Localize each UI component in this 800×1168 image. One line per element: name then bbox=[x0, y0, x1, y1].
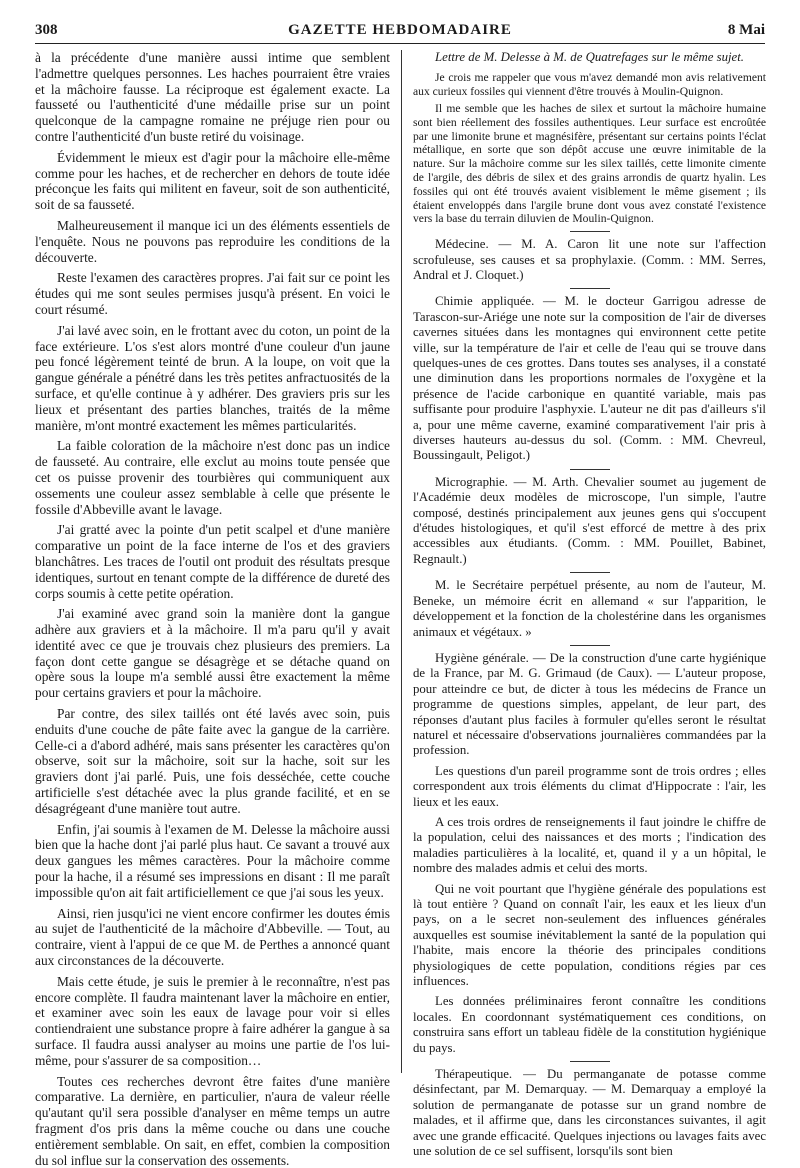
section-separator bbox=[570, 231, 610, 232]
paragraph: Malheureusement il manque ici un des éléments essentiels de l'enquête. Nous ne pouvons pas reproduire les conditions de la découverte. bbox=[35, 217, 390, 265]
left-column bbox=[35, 50, 390, 1168]
paragraph: Les données préliminaires feront connaître les conditions locales. En coordonnant systématiquement ces conditions, on construira sans effort un tableau fidèle de la constitution hygiénique du pays. bbox=[413, 994, 766, 1055]
page-header bbox=[35, 18, 765, 44]
letter-paragraph: Je crois me rappeler que vous m'avez demandé mon avis relativement aux curieux fossiles qui viennent d'être trouvés à Moulin-Quignon. bbox=[413, 71, 766, 99]
paragraph: Enfin, j'ai soumis à l'examen de M. Delesse la mâchoire aussi bien que la hache dont j'ai parlé plus haut. Ce savant a trouvé aux deux gangues les mêmes caractères. Pour la mâchoire comme pour la hache, il a résumé ses impressions en disant : Il me paraît impossible qu'on ait fait artificiellement ce que j'ai sous les yeux. bbox=[35, 821, 390, 900]
paragraph: Ainsi, rien jusqu'ici ne vient encore confirmer les doutes émis au sujet de l'authenticité de la mâchoire d'Abbeville. — Tout, au contraire, vient à l'appui de ce que M. de Perthes a annoncé quant aux circonstances de la découverte. bbox=[35, 905, 390, 969]
section-micrographie: Micrographie. — M. Arth. Chevalier soumet au jugement de l'Académie deux modèles de microscope, l'un simple, l'autre composé, destinés principalement aux jeunes gens qui s'occupent d'études histologiques, et qu'il s'est efforcé de mettre à des prix accessibles aux étudiants. (Comm. : MM. Pouillet, Babinet, Regnault.) bbox=[413, 474, 766, 566]
paragraph: Qui ne voit pourtant que l'hygiène générale des populations est là tout entière ? Quand on connaît l'air, les eaux et les lieux d'un pays, on a le secret non-seulement des influences générales auxquelles est soumise inévitablement la santé de la population qui l'habite, mais encore la théorie des principales conditions physiologiques de cette population, conditions régies par ces influences. bbox=[413, 881, 766, 989]
paragraph: Mais cette étude, je suis le premier à le reconnaître, n'est pas encore complète. Il faudra maintenant laver la mâchoire en entier, et examiner avec soin les eaux de lavage pour voir si elles contiendraient une substance propre à faire adhérer la gangue à sa surface. Il faudra aussi analyser au moins une partie de l'os lui-même, pour s'assurer de sa composition… bbox=[35, 973, 390, 1068]
right-column bbox=[413, 50, 766, 1159]
section-separator bbox=[570, 469, 610, 470]
section-separator bbox=[570, 288, 610, 289]
section-separator bbox=[570, 1061, 610, 1062]
paragraph: à la précédente d'une manière aussi intime que semblent l'admettre quelques personnes. Les haches pourraient être vraies et la mâchoire fausse. La réciproque est également exacte. La fausseté ou l'authenticité d'une médaille prise sur un point quelconque de la campagne romaine ne préjuge rien pour ou contre l'authenticité d'un buste retiré du voisinage. bbox=[35, 50, 390, 144]
paragraph: La faible coloration de la mâchoire n'est donc pas un indice de fausseté. Au contraire, elle exclut au moins toute pensée que cet os puisse provenir des tourbières qui communiquent aux ossements une couleur assez semblable à celle que présente le fossile d'Abbeville avant le lavage. bbox=[35, 438, 390, 517]
section-separator bbox=[570, 572, 610, 573]
section-separator bbox=[570, 645, 610, 646]
section-hygiene: Hygiène générale. — De la construction d'une carte hygiénique de la France, par M. G. Grimaud (de Caux). — L'auteur propose, pour atteindre ce but, de dicter à tous les médecins de France un programme de questions simples, appelant, de leur part, des réponses d'autant plus faciles à formuler qu'elles seront le résultat naturel et nécessaire d'observations journalières commandées par la profession. bbox=[413, 650, 766, 758]
letter-title: Lettre de M. Delesse à M. de Quatrefages sur le même sujet. bbox=[435, 50, 744, 64]
paragraph: Reste l'examen des caractères propres. J'ai fait sur ce point les études qui me sont seules permises jusqu'à présent. En voici le court résumé. bbox=[35, 270, 390, 317]
column-divider bbox=[401, 50, 402, 1073]
page-number: 308 bbox=[35, 22, 58, 38]
paragraph: Toutes ces recherches devront être faites d'une manière comparative. La dernière, en particulier, n'aura de valeur réelle qu'autant qu'il sera possible d'analyser en même temps un autre fragment d'os pris dans la même couche ou dans une couche entièrement semblable. On sait, en effet, combien la composition du sol influe sur la conservation des ossements. bbox=[35, 1073, 390, 1168]
paragraph: Évidemment le mieux est d'agir pour la mâchoire elle-même comme pour les haches, et de rechercher en dehors de toute idée préconçue les faits qui militent en faveur, soit de son authenticité, soit de sa fausseté. bbox=[35, 149, 390, 213]
section-therapeutique: Thérapeutique. — Du permanganate de potasse comme désinfectant, par M. Demarquay. — M. Demarquay a employé la solution de permanganate de potasse sur un grand nombre de malades, et il affirme que, dans les circonstances suivantes, il agit avec une grande efficacité. Quelques injections ou lavages faits avec une solution de ce sel suffisent, lorsqu'ils sont bien bbox=[413, 1067, 766, 1159]
issue-date: 8 Mai bbox=[727, 22, 765, 38]
paragraph: J'ai lavé avec soin, en le frottant avec du coton, un point de la face extérieure. L'os s'est alors montré d'une couleur d'un jaune peu foncé légèrement teinté de brun. A la loupe, on voit que la gangue générale a pénétré dans les très petites anfractuosités de la surface, et qu'elle continue à y adhérer. Des graviers pris sur les lieux et présentant des parties blanches, traités de la même manière, m'ont montré exactement les mêmes particularités. bbox=[35, 322, 390, 433]
paragraph: J'ai examiné avec grand soin la manière dont la gangue adhère aux graviers et à la mâchoire. Il m'a paru qu'il y avait identité avec ce que je trouvais chez plusieurs des premiers. La façon dont cette gangue se désagrège et se détache quand on opère sous la loupe m'a semblé aussi être exactement la même pour certains graviers et pour la mâchoire. bbox=[35, 606, 390, 701]
header-rule bbox=[35, 43, 765, 44]
section-chimie: Chimie appliquée. — M. le docteur Garrigou adresse de Tarascon-sur-Ariége une note sur la composition de l'air de diverses cavernes situées dans les montagnes qui environnent cette petite ville, sur la température de l'air et celle de l'eau qui se trouve dans quelques-unes de ces grottes. Dans toutes ses analyses, il a constaté une diminution dans les proportions normales de l'oxygène et la présence de l'acide carbonique en quantité variable, mais pas suffisante pour produire l'asphyxie. L'auteur ne dit pas d'ailleurs s'il a, pour une même caverne, examiné comparativement l'air pris à diverses hauteurs au-dessus du sol. (Comm. : MM. Chevreul, Boussingault, Peligot.) bbox=[413, 294, 766, 463]
section-secretaire: M. le Secrétaire perpétuel présente, au nom de l'auteur, M. Beneke, un mémoire écrit en allemand « sur l'apparition, le développement et la fonction de la cholestérine dans les organismes animaux et végétaux. » bbox=[413, 578, 766, 639]
letter-paragraph: Il me semble que les haches de silex et surtout la mâchoire humaine sont bien réellement des fossiles authentiques. Leur surface est encroûtée par une limonite brune et magnésifère, présentant sur certains points l'éclat métallique, en sorte que son dépôt accuse une œuvre inimitable de la nature. Sur la mâchoire comme sur les silex taillés, cette limonite cimente de l'argile, des débris de silex et des grains arrondis de quartz hyalin. Les fossiles qui ont été trouvés avaient visiblement le même gisement ; ils étaient enveloppés dans l'argile brune dont vous avez constaté l'existence vers la base du terrain diluvien de Moulin-Quignon. bbox=[413, 102, 766, 226]
publication-title: GAZETTE HEBDOMADAIRE bbox=[288, 22, 512, 38]
paragraph: Par contre, des silex taillés ont été lavés avec soin, puis enduits d'une couche de pâte faite avec la gangue de la carrière. Celle-ci a d'abord adhéré, mais sans présenter les caractères qu'on observe, soit sur la mâchoire, soit sur la hache, soit sur les graviers dont j'ai parlé. Puis, une fois desséchée, cette couche artificielle s'est détachée avec la plus grande facilité, et en se désagrégeant d'une manière tout autre. bbox=[35, 706, 390, 816]
paragraph: Les questions d'un pareil programme sont de trois ordres ; elles correspondent aux trois éléments du climat d'Hippocrate : l'air, les lieux et les eaux. bbox=[413, 763, 766, 809]
section-medecine: Médecine. — M. A. Caron lit une note sur l'affection scrofuleuse, ses causes et sa prophylaxie. (Comm. : MM. Serres, Andral et J. Cloquet.) bbox=[413, 237, 766, 282]
paragraph: A ces trois ordres de renseignements il faut joindre le chiffre de la population, celui des naissances et des morts ; l'indication des maladies particulières à la localité, et, quand il y a un hôpital, le nombre des malades admis et celui des morts. bbox=[413, 814, 766, 876]
paragraph: J'ai gratté avec la pointe d'un petit scalpel et d'une manière comparative un point de la face interne de l'os et des graviers blanchâtres. Les traces de l'outil ont produit des résultats presque identiques, surtout en tenant compte de la différence de dureté des corps soumis à cette petite opération. bbox=[35, 522, 390, 601]
